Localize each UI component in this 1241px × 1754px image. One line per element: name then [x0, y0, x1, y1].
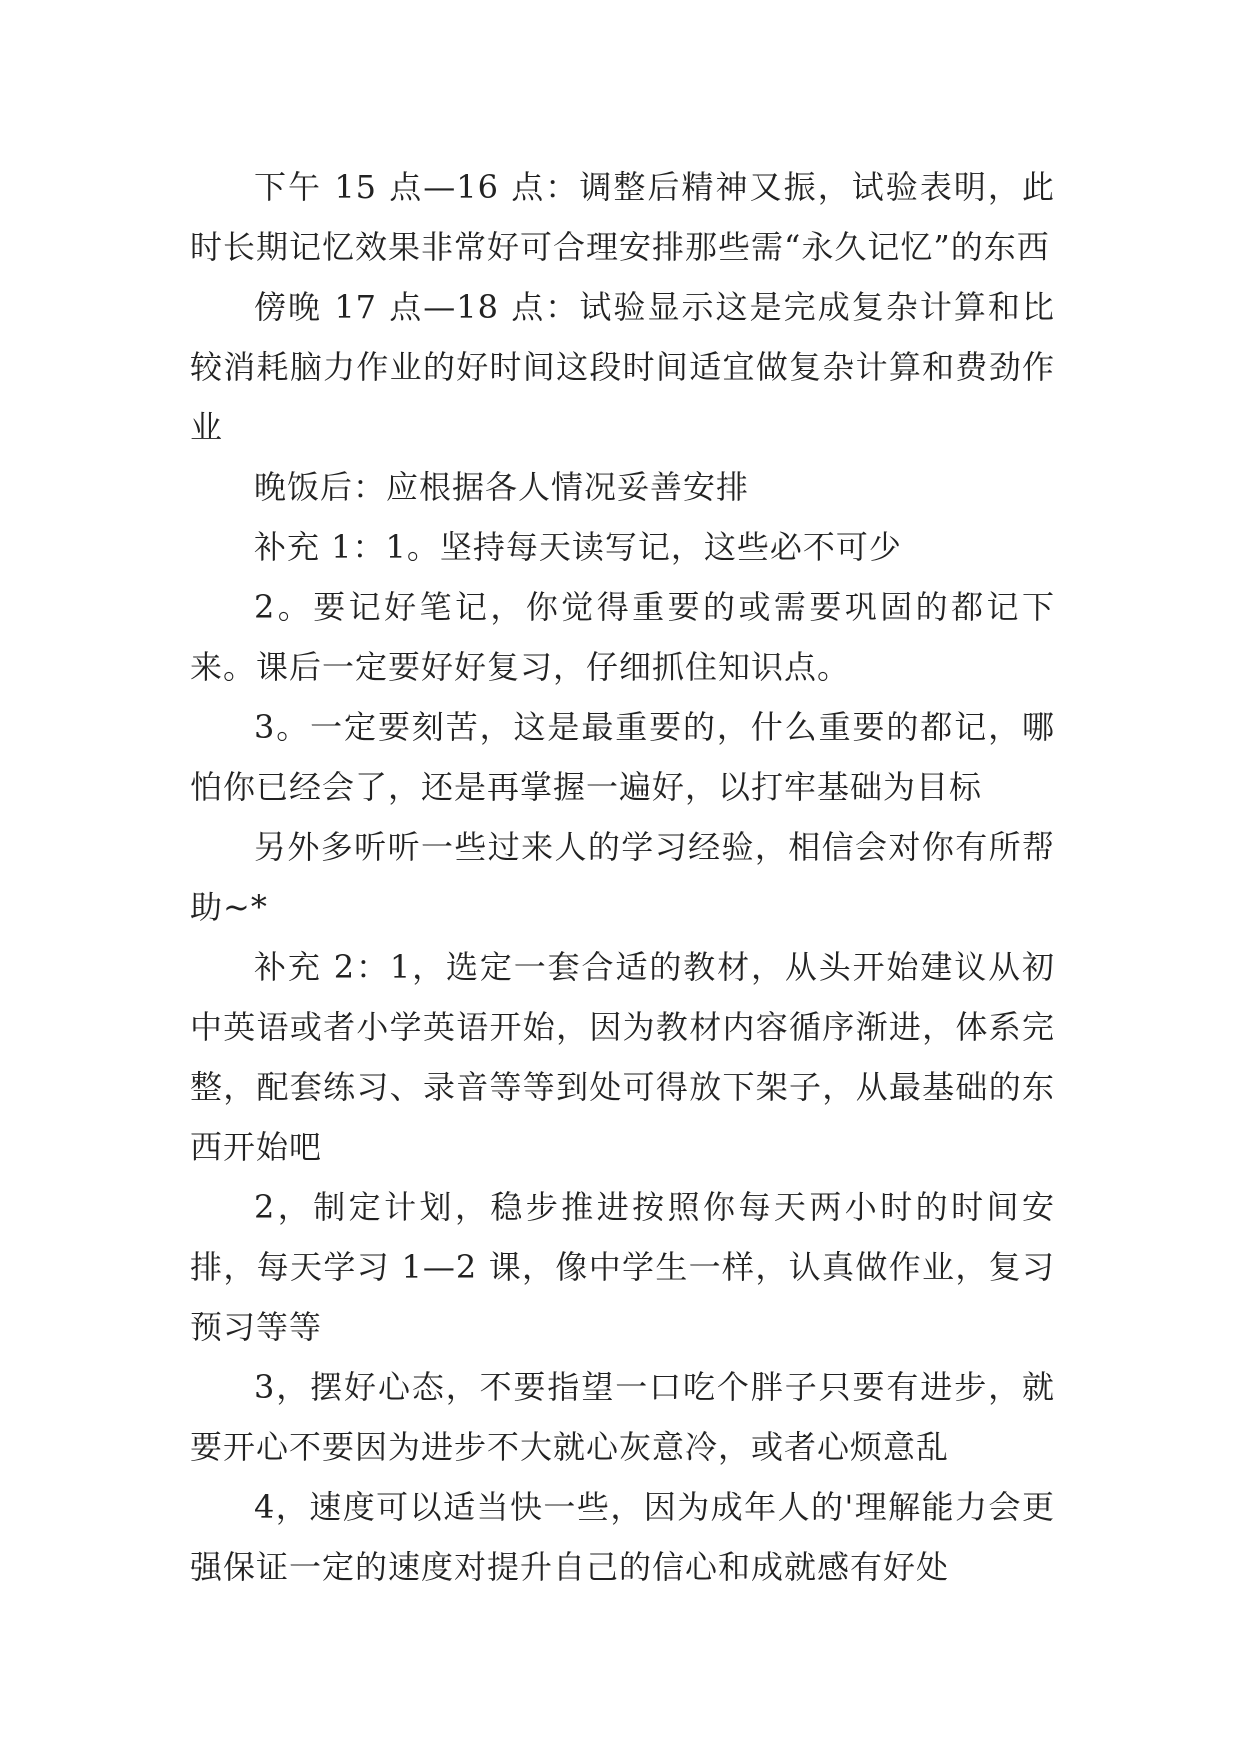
paragraph: 2。要记好笔记，你觉得重要的或需要巩固的都记下来。课后一定要好好复习，仔细抓住知识点。: [190, 588, 1055, 686]
paragraph: 4，速度可以适当快一些，因为成年人的'理解能力会更强保证一定的速度对提升自己的信心和成就感有好处: [190, 1488, 1055, 1586]
paragraph: 另外多听听一些过来人的学习经验，相信会对你有所帮助~*: [190, 828, 1055, 926]
paragraph: 2，制定计划，稳步推进按照你每天两小时的时间安排，每天学习 1—2 课，像中学生一样，认真做作业，复习预习等等: [190, 1188, 1055, 1346]
paragraph: 傍晚 17 点—18 点：试验显示这是完成复杂计算和比较消耗脑力作业的好时间这段时间适宜做复杂计算和费劲作业: [190, 288, 1055, 446]
paragraph: 补充 1：1。坚持每天读写记，这些必不可少: [254, 528, 902, 566]
paragraph: 下午 15 点—16 点：调整后精神又振，试验表明，此时长期记忆效果非常好可合理安排那些需“永久记忆”的东西: [190, 168, 1055, 266]
paragraph: 3，摆好心态，不要指望一口吃个胖子只要有进步，就要开心不要因为进步不大就心灰意冷，或者心烦意乱: [190, 1368, 1055, 1466]
paragraph: 3。一定要刻苦，这是最重要的，什么重要的都记，哪怕你已经会了，还是再掌握一遍好，以打牢基础为目标: [190, 708, 1055, 806]
paragraph: 晚饭后：应根据各人情况妥善安排: [254, 468, 750, 506]
document-body: [190, 157, 1055, 1597]
paragraph: 补充 2：1，选定一套合适的教材，从头开始建议从初中英语或者小学英语开始，因为教材内容循序渐进，体系完整，配套练习、录音等等到处可得放下架子，从最基础的东西开始吧: [190, 948, 1055, 1166]
